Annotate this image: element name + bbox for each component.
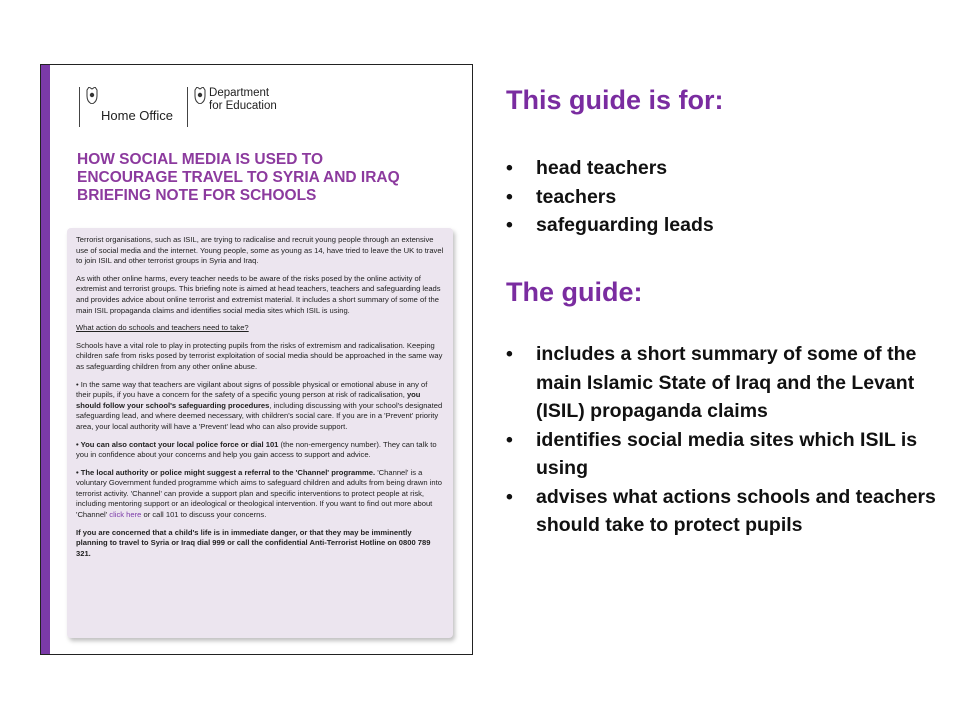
click-here-link[interactable]: click here <box>109 510 142 520</box>
list-item: • advises what actions schools and teachers should take to protect pupils <box>506 485 936 536</box>
doc-paragraph: • In the same way that teachers are vigilant about signs of possible physical or emotional abuse in any of their pupils, if you have a concern for the safety of a specific young person at risk of radicalisation, you should follow your school's safeguarding procedures, including discussing with your school's designated safeguarding lead, and where deemed necessary, with children's social care. If you are in a 'Prevent' priority area, your local authority will have a 'Prevent' lead who can also provide support. <box>76 379 443 431</box>
doc-paragraph: • The local authority or police might suggest a referral to the 'Channel' programme. 'Channel' is a voluntary Government funded programme which aims to safeguard children and adults from being drawn into terrorist activity. 'Channel' can provide a support plan and specific interventions to protect people at risk, including mentoring support or an ideological or theological intervention. If you want to find out more about 'Channel' click here or call 101 to discuss your concerns. <box>76 467 442 520</box>
doc-question: What action do schools and teachers need to take? <box>76 323 249 333</box>
heading-guide: The guide: <box>506 277 643 307</box>
briefing-note-thumbnail <box>40 64 473 655</box>
crest-icon <box>193 87 207 104</box>
dfe-logo: Department for Education <box>187 87 277 127</box>
doc-body-box <box>67 228 453 638</box>
home-office-logo: Home Office <box>79 87 173 127</box>
doc-paragraph: As with other online harms, every teacher needs to be aware of the risks posed by the online activity of extremist and terrorist groups. This briefing note is aimed at head teachers, teachers and safeguarding leads and provides advice about online terrorist and extremist material. It includes a short summary of some of the main ISIL propaganda claims and identifies social media sites which ISIL is using. <box>76 273 441 315</box>
list-item: • teachers <box>506 185 617 208</box>
purple-side-bar <box>41 65 50 654</box>
crest-icon <box>85 87 99 104</box>
doc-paragraph: Terrorist organisations, such as ISIL, are trying to radicalise and recruit young people through an extensive use of social media and the internet. Young people, some as young as 14, have tried to leave the UK to travel to join ISIL and other terrorist groups in Syria and Iraq. <box>76 235 444 266</box>
heading-audience: This guide is for: <box>506 85 724 115</box>
list-item: • identifies social media sites which ISIL is using <box>506 428 918 479</box>
guide-points-list <box>506 340 946 540</box>
logos <box>79 87 277 129</box>
doc-paragraph: • You can also contact your local police force or dial 101 (the non-emergency number). They can talk to you in confidence about your concerns and help you gain access to support and advice. <box>76 439 437 460</box>
list-item: • includes a short summary of some of the main Islamic State of Iraq and the Levant (ISIL) propaganda claims <box>506 343 917 422</box>
doc-title: HOW SOCIAL MEDIA IS USED TO ENCOURAGE TRAVEL TO SYRIA AND IRAQ BRIEFING NOTE FOR SCHOOLS <box>77 151 400 204</box>
doc-paragraph: Schools have a vital role to play in protecting pupils from the risks of extremism and radicalisation. Keeping children safe from risks posed by terrorist exploitation of social media should be approached in the same way as safeguarding children from any other online abuse. <box>76 340 443 371</box>
list-item: • head teachers <box>506 157 668 179</box>
doc-emergency-note: If you are concerned that a child's life is in immediate danger, or that they may be imminently planning to travel to Syria or Iraq dial 999 or call the confidential Anti-Terrorist Hotline on 0800 789 321. <box>76 527 431 558</box>
list-item: • safeguarding leads <box>506 214 714 236</box>
audience-list <box>506 154 946 240</box>
